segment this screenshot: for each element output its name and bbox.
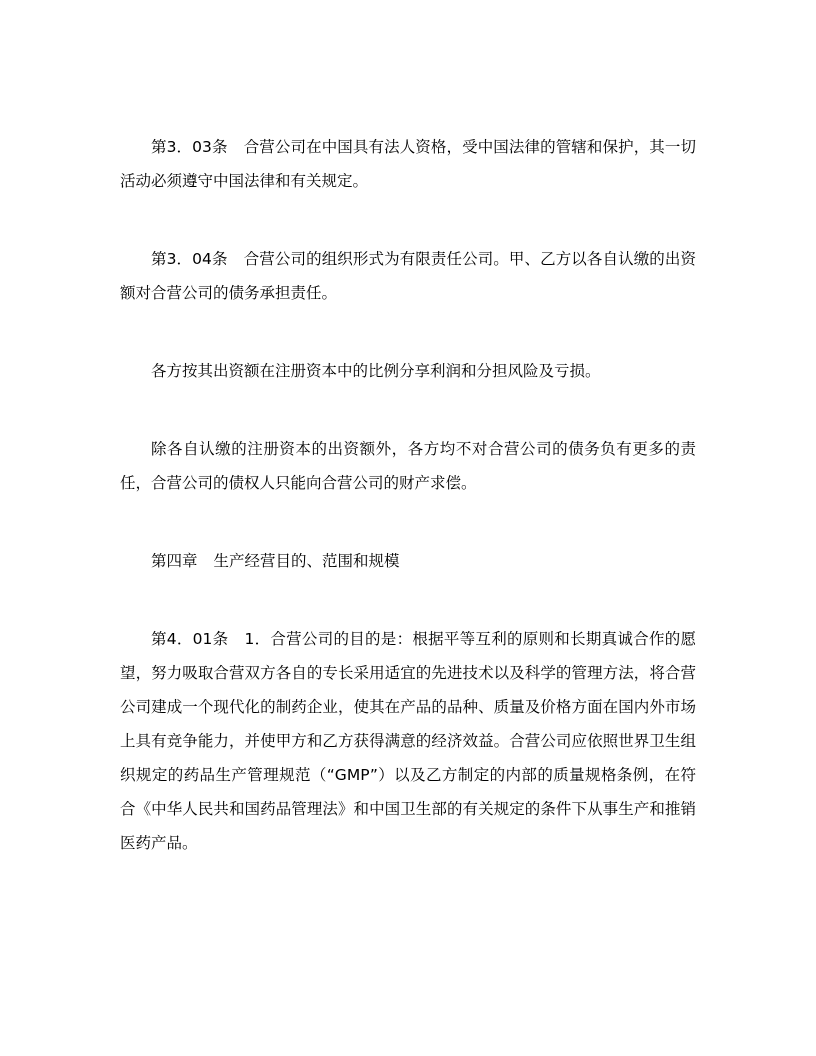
paragraph-article-3-04 [120, 242, 696, 310]
paragraph-article-3-03 [120, 130, 696, 198]
article-number: 第3．03条 [151, 138, 228, 156]
chapter-title: 生产经营目的、范围和规模 [213, 552, 400, 570]
document-body [120, 130, 696, 904]
chapter-number: 第四章 [151, 552, 198, 570]
paragraph-article-4-01 [120, 622, 696, 860]
chapter-4-heading [120, 544, 696, 578]
paragraph-profit-sharing [120, 354, 696, 388]
paragraph-liability [120, 432, 696, 500]
paragraph-text: 各方按其出资额在注册资本中的比例分享利润和分担风险及亏损。 [151, 362, 601, 380]
article-text: 合营公司的组织形式为有限责任公司。甲、乙方以各自认缴的出资额对合营公司的债务承担责任。 [120, 250, 696, 302]
article-text: 1．合营公司的目的是：根据平等互利的原则和长期真诚合作的愿望，努力吸取合营双方各自的专长采用适宜的先进技术以及科学的管理方法，将合营公司建成一个现代化的制药企业，使其在产品的品种、质量及价格方面在国内外市场上具有竞争能力，并使甲方和乙方获得满意的经济效益。合营公司应依照世界卫生组织规定的药品生产管理规范（“GMP”）以及乙方制定的内部的质量规格条例，在符合《中华人民共和国药品管理法》和中国卫生部的有关规定的条件下从事生产和推销医药产品。 [120, 630, 696, 852]
article-number: 第4．01条 [151, 630, 229, 648]
paragraph-text: 除各自认缴的注册资本的出资额外，各方均不对合营公司的债务负有更多的责任，合营公司的债权人只能向合营公司的财产求偿。 [120, 440, 696, 492]
article-text: 合营公司在中国具有法人资格，受中国法律的管辖和保护，其一切活动必须遵守中国法律和有关规定。 [120, 138, 696, 190]
article-number: 第3．04条 [151, 250, 228, 268]
